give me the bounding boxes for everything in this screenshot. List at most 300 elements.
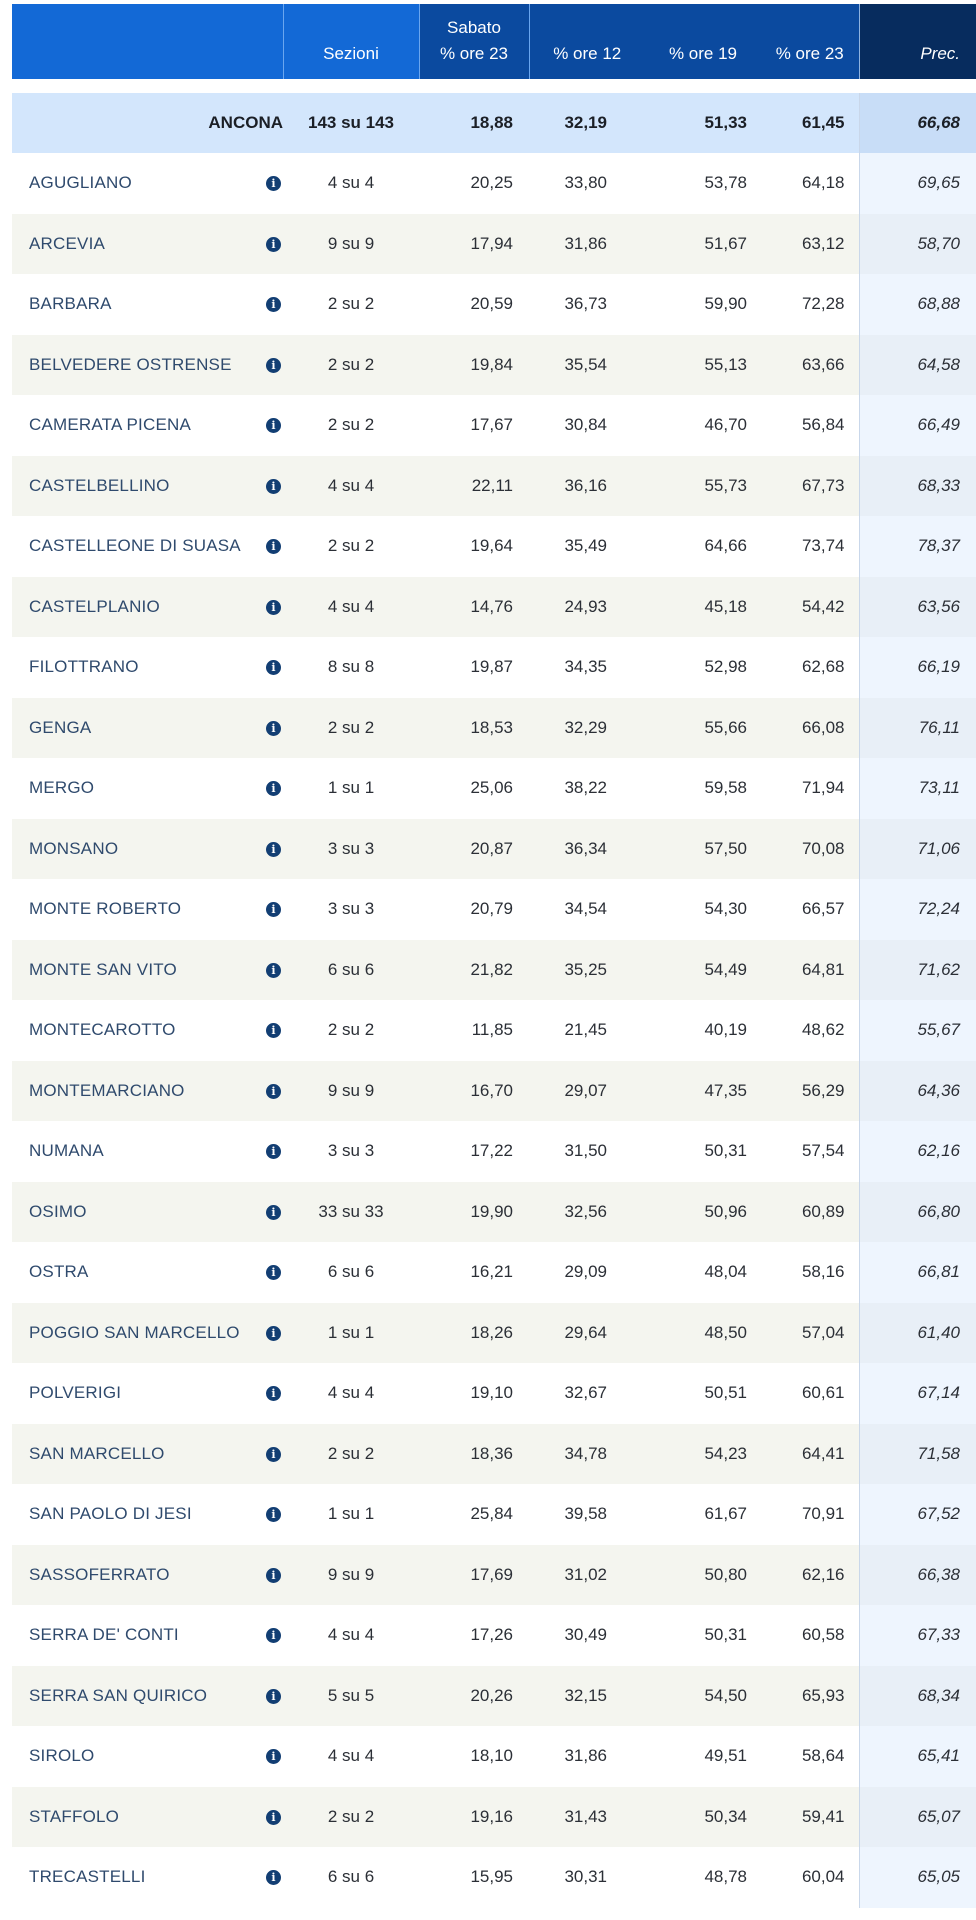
comune-name[interactable]: SERRA DE' CONTI bbox=[12, 1605, 264, 1666]
sezioni-cell: 9 su 9 bbox=[283, 214, 419, 275]
table-row bbox=[12, 1182, 976, 1243]
domenica-19-cell: 50,51 bbox=[645, 1363, 761, 1424]
info-cell bbox=[264, 516, 283, 577]
info-icon[interactable]: i bbox=[266, 1749, 281, 1764]
sabato-23-cell: 14,76 bbox=[419, 577, 529, 638]
total-name: ANCONA bbox=[12, 93, 283, 153]
comune-name[interactable]: POLVERIGI bbox=[12, 1363, 264, 1424]
info-icon[interactable]: i bbox=[266, 1810, 281, 1825]
info-icon[interactable]: i bbox=[266, 297, 281, 312]
prec-cell: 66,80 bbox=[859, 1182, 976, 1243]
prec-cell: 64,36 bbox=[859, 1061, 976, 1122]
domenica-23-cell: 60,61 bbox=[761, 1363, 859, 1424]
info-icon[interactable]: i bbox=[266, 1144, 281, 1159]
header-sabato-sub: % ore 23 bbox=[439, 44, 509, 63]
domenica-19-cell: 54,49 bbox=[645, 940, 761, 1001]
comune-name[interactable]: MONTE SAN VITO bbox=[12, 940, 264, 1001]
domenica-12-cell: 38,22 bbox=[529, 758, 645, 819]
header-dom-19: % ore 19 bbox=[645, 4, 761, 79]
prec-cell: 66,81 bbox=[859, 1242, 976, 1303]
info-icon[interactable]: i bbox=[266, 358, 281, 373]
domenica-12-cell: 39,58 bbox=[529, 1484, 645, 1545]
sabato-23-cell: 15,95 bbox=[419, 1847, 529, 1908]
comune-name[interactable]: ARCEVIA bbox=[12, 214, 264, 275]
domenica-23-cell: 63,66 bbox=[761, 335, 859, 396]
prec-cell: 66,38 bbox=[859, 1545, 976, 1606]
table-row bbox=[12, 1121, 976, 1182]
table-row bbox=[12, 1303, 976, 1364]
table-row bbox=[12, 1545, 976, 1606]
info-icon[interactable]: i bbox=[266, 1326, 281, 1341]
domenica-23-cell: 56,29 bbox=[761, 1061, 859, 1122]
domenica-23-cell: 70,08 bbox=[761, 819, 859, 880]
info-icon[interactable]: i bbox=[266, 1023, 281, 1038]
domenica-19-cell: 50,34 bbox=[645, 1787, 761, 1848]
total-row bbox=[12, 93, 976, 153]
header-spacer bbox=[12, 79, 976, 93]
sezioni-cell: 1 su 1 bbox=[283, 758, 419, 819]
comune-name[interactable]: NUMANA bbox=[12, 1121, 264, 1182]
table-row bbox=[12, 819, 976, 880]
total-prec: 66,68 bbox=[859, 93, 976, 153]
info-cell bbox=[264, 940, 283, 1001]
sabato-23-cell: 19,90 bbox=[419, 1182, 529, 1243]
sezioni-cell: 4 su 4 bbox=[283, 1363, 419, 1424]
table-row bbox=[12, 577, 976, 638]
sabato-23-cell: 19,64 bbox=[419, 516, 529, 577]
info-icon[interactable]: i bbox=[266, 1205, 281, 1220]
prec-cell: 71,58 bbox=[859, 1424, 976, 1485]
info-cell bbox=[264, 637, 283, 698]
domenica-19-cell: 48,04 bbox=[645, 1242, 761, 1303]
domenica-23-cell: 48,62 bbox=[761, 1000, 859, 1061]
table-row bbox=[12, 758, 976, 819]
comune-name[interactable]: SIROLO bbox=[12, 1726, 264, 1787]
domenica-19-cell: 59,90 bbox=[645, 274, 761, 335]
info-icon[interactable]: i bbox=[266, 781, 281, 796]
comune-name[interactable]: BELVEDERE OSTRENSE bbox=[12, 335, 264, 396]
info-icon[interactable]: i bbox=[266, 1507, 281, 1522]
header-comune bbox=[12, 4, 283, 79]
domenica-12-cell: 32,56 bbox=[529, 1182, 645, 1243]
domenica-12-cell: 35,54 bbox=[529, 335, 645, 396]
comune-name[interactable]: SASSOFERRATO bbox=[12, 1545, 264, 1606]
sabato-23-cell: 20,25 bbox=[419, 153, 529, 214]
info-cell bbox=[264, 335, 283, 396]
comune-name[interactable]: MONTECAROTTO bbox=[12, 1000, 264, 1061]
domenica-23-cell: 62,68 bbox=[761, 637, 859, 698]
domenica-23-cell: 58,64 bbox=[761, 1726, 859, 1787]
comune-name[interactable]: SERRA SAN QUIRICO bbox=[12, 1666, 264, 1727]
domenica-19-cell: 46,70 bbox=[645, 395, 761, 456]
comune-name[interactable]: MONTEMARCIANO bbox=[12, 1061, 264, 1122]
domenica-19-cell: 50,96 bbox=[645, 1182, 761, 1243]
sabato-23-cell: 19,84 bbox=[419, 335, 529, 396]
prec-cell: 76,11 bbox=[859, 698, 976, 759]
info-cell bbox=[264, 395, 283, 456]
sezioni-cell: 2 su 2 bbox=[283, 395, 419, 456]
table-row bbox=[12, 335, 976, 396]
table-row bbox=[12, 456, 976, 517]
domenica-23-cell: 71,94 bbox=[761, 758, 859, 819]
info-cell bbox=[264, 879, 283, 940]
info-cell bbox=[264, 1847, 283, 1908]
info-cell bbox=[264, 1303, 283, 1364]
prec-cell: 73,11 bbox=[859, 758, 976, 819]
table-row bbox=[12, 1726, 976, 1787]
info-cell bbox=[264, 274, 283, 335]
header-dom-23: % ore 23 bbox=[761, 4, 859, 79]
table-row bbox=[12, 1666, 976, 1727]
domenica-19-cell: 54,50 bbox=[645, 1666, 761, 1727]
domenica-23-cell: 65,93 bbox=[761, 1666, 859, 1727]
table-row bbox=[12, 1061, 976, 1122]
sezioni-cell: 6 su 6 bbox=[283, 1847, 419, 1908]
sezioni-cell: 9 su 9 bbox=[283, 1061, 419, 1122]
info-icon[interactable]: i bbox=[266, 721, 281, 736]
info-icon[interactable]: i bbox=[266, 600, 281, 615]
domenica-19-cell: 55,66 bbox=[645, 698, 761, 759]
domenica-12-cell: 30,84 bbox=[529, 395, 645, 456]
table-row bbox=[12, 637, 976, 698]
sabato-23-cell: 25,84 bbox=[419, 1484, 529, 1545]
table-body bbox=[12, 79, 976, 1908]
domenica-23-cell: 66,57 bbox=[761, 879, 859, 940]
prec-cell: 58,70 bbox=[859, 214, 976, 275]
domenica-23-cell: 56,84 bbox=[761, 395, 859, 456]
info-cell bbox=[264, 577, 283, 638]
info-icon[interactable]: i bbox=[266, 1265, 281, 1280]
domenica-12-cell: 29,07 bbox=[529, 1061, 645, 1122]
sabato-23-cell: 17,22 bbox=[419, 1121, 529, 1182]
domenica-12-cell: 29,09 bbox=[529, 1242, 645, 1303]
sabato-23-cell: 18,53 bbox=[419, 698, 529, 759]
domenica-23-cell: 66,08 bbox=[761, 698, 859, 759]
sabato-23-cell: 22,11 bbox=[419, 456, 529, 517]
domenica-12-cell: 34,78 bbox=[529, 1424, 645, 1485]
sezioni-cell: 4 su 4 bbox=[283, 1605, 419, 1666]
sabato-23-cell: 20,59 bbox=[419, 274, 529, 335]
sezioni-cell: 9 su 9 bbox=[283, 1545, 419, 1606]
sabato-23-cell: 18,26 bbox=[419, 1303, 529, 1364]
info-cell bbox=[264, 214, 283, 275]
domenica-19-cell: 49,51 bbox=[645, 1726, 761, 1787]
info-cell bbox=[264, 1182, 283, 1243]
domenica-12-cell: 32,29 bbox=[529, 698, 645, 759]
info-icon[interactable]: i bbox=[266, 660, 281, 675]
domenica-23-cell: 67,73 bbox=[761, 456, 859, 517]
sezioni-cell: 2 su 2 bbox=[283, 516, 419, 577]
info-icon[interactable]: i bbox=[266, 902, 281, 917]
total-sezioni: 143 su 143 bbox=[283, 93, 419, 153]
comune-name[interactable]: FILOTTRANO bbox=[12, 637, 264, 698]
comune-name[interactable]: POGGIO SAN MARCELLO bbox=[12, 1303, 264, 1364]
domenica-19-cell: 59,58 bbox=[645, 758, 761, 819]
domenica-12-cell: 24,93 bbox=[529, 577, 645, 638]
header-dom-12: % ore 12 bbox=[529, 4, 645, 79]
sezioni-cell: 3 su 3 bbox=[283, 819, 419, 880]
comune-name[interactable]: SAN PAOLO DI JESI bbox=[12, 1484, 264, 1545]
info-icon[interactable]: i bbox=[266, 479, 281, 494]
sezioni-cell: 2 su 2 bbox=[283, 274, 419, 335]
sezioni-cell: 2 su 2 bbox=[283, 1000, 419, 1061]
prec-cell: 68,33 bbox=[859, 456, 976, 517]
sabato-23-cell: 25,06 bbox=[419, 758, 529, 819]
sezioni-cell: 2 su 2 bbox=[283, 1424, 419, 1485]
domenica-19-cell: 50,31 bbox=[645, 1605, 761, 1666]
sezioni-cell: 4 su 4 bbox=[283, 456, 419, 517]
comune-name[interactable]: CASTELPLANIO bbox=[12, 577, 264, 638]
info-cell bbox=[264, 1061, 283, 1122]
sezioni-cell: 4 su 4 bbox=[283, 577, 419, 638]
info-icon[interactable]: i bbox=[266, 1386, 281, 1401]
comune-name[interactable]: MONTE ROBERTO bbox=[12, 879, 264, 940]
prec-cell: 61,40 bbox=[859, 1303, 976, 1364]
info-cell bbox=[264, 1726, 283, 1787]
info-cell bbox=[264, 1666, 283, 1727]
info-cell bbox=[264, 1484, 283, 1545]
info-icon[interactable]: i bbox=[266, 1628, 281, 1643]
comune-name[interactable]: TRECASTELLI bbox=[12, 1847, 264, 1908]
sezioni-cell: 1 su 1 bbox=[283, 1484, 419, 1545]
sabato-23-cell: 11,85 bbox=[419, 1000, 529, 1061]
comune-name[interactable]: MERGO bbox=[12, 758, 264, 819]
sabato-23-cell: 16,70 bbox=[419, 1061, 529, 1122]
total-d19: 51,33 bbox=[645, 93, 761, 153]
info-icon[interactable]: i bbox=[266, 176, 281, 191]
domenica-23-cell: 64,81 bbox=[761, 940, 859, 1001]
comune-name[interactable]: OSIMO bbox=[12, 1182, 264, 1243]
prec-cell: 67,52 bbox=[859, 1484, 976, 1545]
sabato-23-cell: 18,36 bbox=[419, 1424, 529, 1485]
info-cell bbox=[264, 1363, 283, 1424]
info-icon[interactable]: i bbox=[266, 1689, 281, 1704]
table-row bbox=[12, 274, 976, 335]
header-prec: Prec. bbox=[859, 4, 976, 79]
prec-cell: 55,67 bbox=[859, 1000, 976, 1061]
info-cell bbox=[264, 1605, 283, 1666]
info-icon[interactable]: i bbox=[266, 842, 281, 857]
comune-name[interactable]: CAMERATA PICENA bbox=[12, 395, 264, 456]
domenica-19-cell: 48,78 bbox=[645, 1847, 761, 1908]
table-row bbox=[12, 1484, 976, 1545]
info-icon[interactable]: i bbox=[266, 1084, 281, 1099]
info-icon[interactable]: i bbox=[266, 418, 281, 433]
info-icon[interactable]: i bbox=[266, 1870, 281, 1885]
domenica-19-cell: 51,67 bbox=[645, 214, 761, 275]
info-icon[interactable]: i bbox=[266, 1447, 281, 1462]
domenica-19-cell: 47,35 bbox=[645, 1061, 761, 1122]
table-row bbox=[12, 698, 976, 759]
prec-cell: 78,37 bbox=[859, 516, 976, 577]
table-row bbox=[12, 395, 976, 456]
domenica-19-cell: 55,13 bbox=[645, 335, 761, 396]
comune-name[interactable]: GENGA bbox=[12, 698, 264, 759]
domenica-12-cell: 31,86 bbox=[529, 214, 645, 275]
info-icon[interactable]: i bbox=[266, 1568, 281, 1583]
prec-cell: 71,62 bbox=[859, 940, 976, 1001]
domenica-12-cell: 30,31 bbox=[529, 1847, 645, 1908]
prec-cell: 67,33 bbox=[859, 1605, 976, 1666]
domenica-19-cell: 48,50 bbox=[645, 1303, 761, 1364]
sezioni-cell: 6 su 6 bbox=[283, 1242, 419, 1303]
table-row bbox=[12, 1363, 976, 1424]
domenica-12-cell: 36,16 bbox=[529, 456, 645, 517]
domenica-12-cell: 34,35 bbox=[529, 637, 645, 698]
total-sab23: 18,88 bbox=[419, 93, 529, 153]
domenica-23-cell: 60,58 bbox=[761, 1605, 859, 1666]
table-row bbox=[12, 1242, 976, 1303]
sabato-23-cell: 21,82 bbox=[419, 940, 529, 1001]
domenica-19-cell: 50,80 bbox=[645, 1545, 761, 1606]
info-cell bbox=[264, 819, 283, 880]
sabato-23-cell: 20,26 bbox=[419, 1666, 529, 1727]
domenica-23-cell: 72,28 bbox=[761, 274, 859, 335]
sabato-23-cell: 20,87 bbox=[419, 819, 529, 880]
domenica-19-cell: 40,19 bbox=[645, 1000, 761, 1061]
comune-name[interactable]: SAN MARCELLO bbox=[12, 1424, 264, 1485]
sabato-23-cell: 17,26 bbox=[419, 1605, 529, 1666]
info-cell bbox=[264, 153, 283, 214]
sezioni-cell: 3 su 3 bbox=[283, 1121, 419, 1182]
domenica-12-cell: 35,49 bbox=[529, 516, 645, 577]
domenica-23-cell: 64,41 bbox=[761, 1424, 859, 1485]
prec-cell: 65,07 bbox=[859, 1787, 976, 1848]
info-cell bbox=[264, 456, 283, 517]
info-cell bbox=[264, 698, 283, 759]
domenica-23-cell: 73,74 bbox=[761, 516, 859, 577]
sabato-23-cell: 19,87 bbox=[419, 637, 529, 698]
domenica-12-cell: 31,86 bbox=[529, 1726, 645, 1787]
domenica-12-cell: 31,50 bbox=[529, 1121, 645, 1182]
sabato-23-cell: 17,67 bbox=[419, 395, 529, 456]
domenica-23-cell: 64,18 bbox=[761, 153, 859, 214]
domenica-19-cell: 61,67 bbox=[645, 1484, 761, 1545]
info-icon[interactable]: i bbox=[266, 539, 281, 554]
domenica-23-cell: 59,41 bbox=[761, 1787, 859, 1848]
prec-cell: 67,14 bbox=[859, 1363, 976, 1424]
domenica-23-cell: 63,12 bbox=[761, 214, 859, 275]
domenica-12-cell: 36,34 bbox=[529, 819, 645, 880]
info-cell bbox=[264, 758, 283, 819]
table-row bbox=[12, 1605, 976, 1666]
sabato-23-cell: 20,79 bbox=[419, 879, 529, 940]
table-header bbox=[12, 4, 976, 79]
prec-cell: 68,88 bbox=[859, 274, 976, 335]
domenica-23-cell: 60,04 bbox=[761, 1847, 859, 1908]
prec-cell: 66,19 bbox=[859, 637, 976, 698]
table-row bbox=[12, 940, 976, 1001]
sezioni-cell: 2 su 2 bbox=[283, 698, 419, 759]
domenica-19-cell: 50,31 bbox=[645, 1121, 761, 1182]
domenica-23-cell: 57,54 bbox=[761, 1121, 859, 1182]
domenica-12-cell: 32,67 bbox=[529, 1363, 645, 1424]
domenica-12-cell: 35,25 bbox=[529, 940, 645, 1001]
prec-cell: 64,58 bbox=[859, 335, 976, 396]
sezioni-cell: 5 su 5 bbox=[283, 1666, 419, 1727]
table-row bbox=[12, 1000, 976, 1061]
sezioni-cell: 2 su 2 bbox=[283, 335, 419, 396]
info-cell bbox=[264, 1121, 283, 1182]
domenica-23-cell: 62,16 bbox=[761, 1545, 859, 1606]
domenica-19-cell: 45,18 bbox=[645, 577, 761, 638]
sabato-23-cell: 17,69 bbox=[419, 1545, 529, 1606]
domenica-23-cell: 70,91 bbox=[761, 1484, 859, 1545]
domenica-23-cell: 60,89 bbox=[761, 1182, 859, 1243]
domenica-12-cell: 34,54 bbox=[529, 879, 645, 940]
comune-name[interactable]: CASTELBELLINO bbox=[12, 456, 264, 517]
results-table-container bbox=[12, 4, 976, 1908]
header-sezioni: Sezioni bbox=[283, 4, 419, 79]
prec-cell: 63,56 bbox=[859, 577, 976, 638]
prec-cell: 66,49 bbox=[859, 395, 976, 456]
domenica-19-cell: 53,78 bbox=[645, 153, 761, 214]
sabato-23-cell: 16,21 bbox=[419, 1242, 529, 1303]
comune-name[interactable]: CASTELLEONE DI SUASA bbox=[12, 516, 264, 577]
info-icon[interactable]: i bbox=[266, 237, 281, 252]
domenica-12-cell: 31,43 bbox=[529, 1787, 645, 1848]
header-sabato-label: Sabato bbox=[447, 18, 501, 37]
domenica-19-cell: 55,73 bbox=[645, 456, 761, 517]
comune-name[interactable]: STAFFOLO bbox=[12, 1787, 264, 1848]
sabato-23-cell: 18,10 bbox=[419, 1726, 529, 1787]
table-row bbox=[12, 1424, 976, 1485]
info-cell bbox=[264, 1787, 283, 1848]
total-d23: 61,45 bbox=[761, 93, 859, 153]
prec-cell: 65,05 bbox=[859, 1847, 976, 1908]
table-row bbox=[12, 214, 976, 275]
sezioni-cell: 2 su 2 bbox=[283, 1787, 419, 1848]
domenica-23-cell: 58,16 bbox=[761, 1242, 859, 1303]
info-cell bbox=[264, 1000, 283, 1061]
sezioni-cell: 1 su 1 bbox=[283, 1303, 419, 1364]
table-row bbox=[12, 879, 976, 940]
info-icon[interactable]: i bbox=[266, 963, 281, 978]
domenica-19-cell: 52,98 bbox=[645, 637, 761, 698]
sezioni-cell: 4 su 4 bbox=[283, 1726, 419, 1787]
prec-cell: 71,06 bbox=[859, 819, 976, 880]
turnout-table bbox=[12, 4, 976, 1908]
comune-name[interactable]: MONSANO bbox=[12, 819, 264, 880]
domenica-12-cell: 36,73 bbox=[529, 274, 645, 335]
comune-name[interactable]: AGUGLIANO bbox=[12, 153, 264, 214]
comune-name[interactable]: BARBARA bbox=[12, 274, 264, 335]
prec-cell: 69,65 bbox=[859, 153, 976, 214]
table-row bbox=[12, 153, 976, 214]
sabato-23-cell: 19,16 bbox=[419, 1787, 529, 1848]
sezioni-cell: 6 su 6 bbox=[283, 940, 419, 1001]
prec-cell: 72,24 bbox=[859, 879, 976, 940]
sabato-23-cell: 17,94 bbox=[419, 214, 529, 275]
sabato-23-cell: 19,10 bbox=[419, 1363, 529, 1424]
table-row bbox=[12, 516, 976, 577]
domenica-12-cell: 29,64 bbox=[529, 1303, 645, 1364]
sezioni-cell: 3 su 3 bbox=[283, 879, 419, 940]
domenica-12-cell: 30,49 bbox=[529, 1605, 645, 1666]
domenica-19-cell: 64,66 bbox=[645, 516, 761, 577]
sezioni-cell: 8 su 8 bbox=[283, 637, 419, 698]
domenica-12-cell: 31,02 bbox=[529, 1545, 645, 1606]
domenica-23-cell: 57,04 bbox=[761, 1303, 859, 1364]
header-sabato bbox=[419, 4, 529, 79]
sezioni-cell: 33 su 33 bbox=[283, 1182, 419, 1243]
domenica-23-cell: 54,42 bbox=[761, 577, 859, 638]
domenica-12-cell: 32,15 bbox=[529, 1666, 645, 1727]
sezioni-cell: 4 su 4 bbox=[283, 153, 419, 214]
info-cell bbox=[264, 1545, 283, 1606]
comune-name[interactable]: OSTRA bbox=[12, 1242, 264, 1303]
info-cell bbox=[264, 1242, 283, 1303]
